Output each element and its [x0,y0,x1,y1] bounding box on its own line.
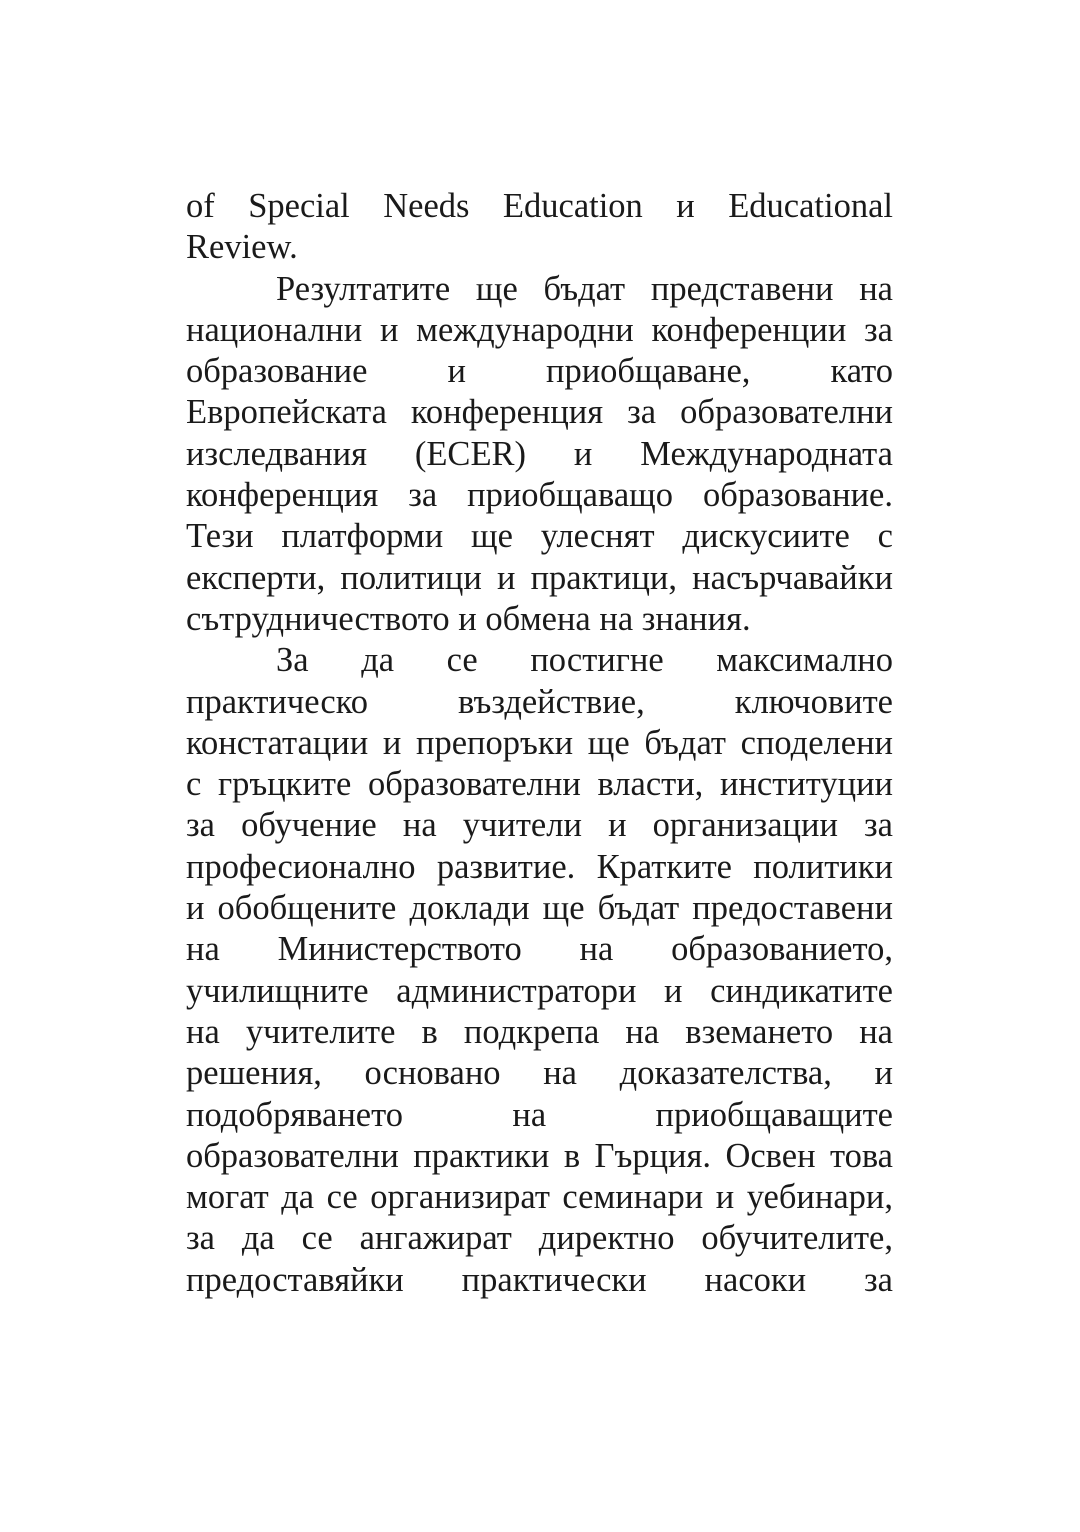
text-line: Review. [186,228,298,267]
text-line: констатации и препоръки ще бъдат споделени [186,723,893,762]
text-line: решения, основано на доказателства, и [186,1054,893,1093]
text-line: национални и международни конференции за [186,310,893,349]
text-line: изследвания (ECER) и Международната [186,434,893,473]
text-line: конференция за приобщаващо образование. [186,476,893,515]
text-line: и обобщените доклади ще бъдат предоставени [186,889,893,928]
text-line: подобряването на приобщаващите [186,1095,893,1134]
text-line: образователни практики в Гърция. Освен това [186,1136,893,1175]
text-line: училищните администратори и синдикатите [186,971,893,1010]
body-text [186,186,893,1301]
text-line: за да се ангажират директно обучителите, [186,1219,893,1258]
text-line: За да се постигне максимално [276,641,893,680]
text-line: сътрудничеството и обмена на знания. [186,599,751,638]
paragraph [186,269,893,641]
text-line: практическо въздействие, ключовите [186,682,893,721]
text-line: Европейската конференция за образователни [186,393,893,432]
text-line: of Special Needs Education и Educational [186,187,893,225]
text-line: професионално развитие. Кратките политики [186,847,893,886]
text-line: на учителите в подкрепа на вземането на [186,1012,893,1051]
text-line: образование и приобщаване, като [186,352,893,391]
text-line: Резултатите ще бъдат представени на [276,269,893,308]
text-line: предоставяйки практически насоки за [186,1260,893,1299]
paragraph [186,640,893,1301]
text-line: могат да се организират семинари и уебинари, [186,1178,893,1217]
text-line: на Министерството на образованието, [186,930,893,969]
paragraph [186,186,893,269]
text-line: експерти, политици и практици, насърчавайки [186,558,893,597]
text-line: за обучение на учители и организации за [186,806,893,845]
text-line: с гръцките образователни власти, институции [186,765,893,804]
text-line: Тези платформи ще улеснят дискусиите с [186,517,893,556]
